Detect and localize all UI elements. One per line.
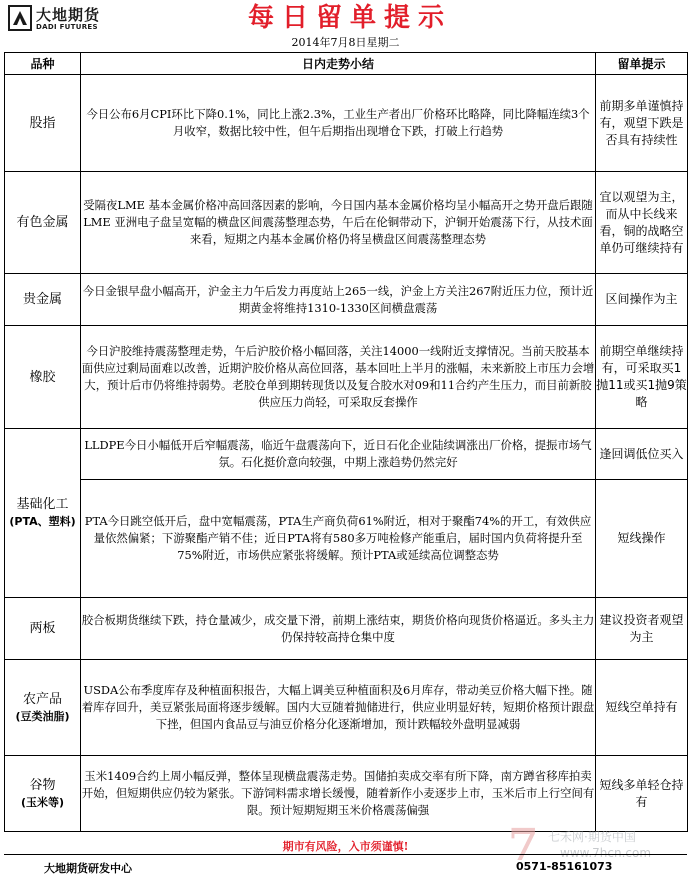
variety-name: 基础化工 [16,497,69,512]
advice-cell: 短线多单轻仓持有 [596,756,688,832]
col-header-summary: 日内走势小结 [81,53,596,75]
table-header-row [5,53,688,75]
summary-cell: LLDPE今日小幅低开后窄幅震荡，临近午盘震荡向下，近日石化企业陆续调涨出厂价格，提振市场气氛。石化挺价意向较强，中期上涨趋势仍然完好 [81,429,596,480]
advice-cell: 短线空单持有 [596,660,688,756]
logo-cn-text: 大地期货 [36,6,101,24]
variety-name: 股指 [29,115,56,131]
summary-cell: 玉米1409合约上周小幅反弹，整体呈现横盘震荡走势。国储拍卖成交率有所下降，南方蹲省移库拍卖开始，但短期供应仍较为紧张。下游饲料需求增长缓慢，随着新作小麦逐步上市，玉米后市上行空间有限。预计短期短期玉米价格震荡偏强 [81,756,596,832]
table-row [5,660,688,756]
watermark-url: www.7hcn.com [560,846,652,860]
summary-cell: 今日公布6月CPI环比下降0.1%，同比上涨2.3%，工业生产者出厂价格环比略降，同比降幅连续3个月收窄，数据比较中性，但午后期指出现增仓下跌，打破上行趋势 [81,75,596,172]
table-row [5,326,688,429]
variety-cell [5,172,81,274]
table-row [5,429,688,480]
summary-cell: USDA公布季度库存及种植面积报告，大幅上调美豆种植面积及6月库存，带动美豆价格大幅下挫。随着库存回升，美豆紧张局面将逐步缓解。国内大豆随着抛储进行，供应业明显好转，短期价格预计跟盘下挫，但国内食品豆与油豆价格分化逐渐增加，预计跌幅较外盘明显减弱 [81,660,596,756]
summary-cell: 今日金银早盘小幅高开，沪金主力午后发力再度站上265一线，沪金上方关注267附近压力位，预计近期黄金将维持1310-1330区间横盘震荡 [81,274,596,326]
variety-name: 两板 [29,621,56,636]
table-row [5,480,688,598]
footer-divider [4,854,687,855]
variety-cell [5,274,81,326]
risk-warning: 期市有风险，入市须谨慎! [282,840,409,853]
variety-name: 贵金属 [22,292,62,307]
footer-phone: 0571-85161073 [516,860,613,873]
advice-table [4,52,688,832]
variety-cell [5,598,81,660]
advice-cell: 建议投资者观望为主 [596,598,688,660]
variety-cell [5,756,81,832]
table-row [5,274,688,326]
col-header-variety: 品种 [5,53,81,75]
summary-cell: 胶合板期货继续下跌，持仓量减少，成交量下滑，前期上涨结束，期货价格向现货价格逼近。多头主力仍保持较高持仓集中度 [81,598,596,660]
report-date: 2014年7月8日星期二 [291,36,400,49]
footer-center-name: 大地期货研发中心 [44,862,132,875]
advice-cell: 短线操作 [596,480,688,598]
variety-cell [5,660,81,756]
summary-cell: 受隔夜LME 基本金属价格冲高回落因素的影响，今日国内基本金属价格均呈小幅高开之势开盘后跟随LME 亚洲电子盘呈宽幅的横盘区间震荡整理态势，午后在伦铜带动下，沪铜开始震荡下行，从技术面来看，短期之内基本金属价格仍将呈横盘区间震荡整理态势 [81,172,596,274]
variety-subname: (玉米等) [20,795,65,809]
variety-cell [5,429,81,598]
variety-name: 谷物 [29,777,56,793]
summary-cell: PTA今日跳空低开后，盘中宽幅震荡，PTA生产商负荷61%附近，相对于聚酯74%的开工，有效供应量依然偏紧；下游聚酯产销不佳；近日PTA将有580多万吨检修产能重启，届时国内负荷将提升至75%附近，市场供应紧张将缓解。预计PTA或延续高位调整态势 [81,480,596,598]
advice-cell: 前期多单谨慎持有，观望下跌是否具有持续性 [596,75,688,172]
watermark-brand: 七禾网·期货中国 [548,830,636,844]
variety-name: 有色金属 [16,215,69,230]
variety-subname: (豆类油脂) [15,709,70,723]
watermark-logo-icon: 7 [508,820,539,871]
col-header-advice: 留单提示 [596,53,688,75]
advice-cell: 逢回调低位买入 [596,429,688,480]
table-row [5,598,688,660]
table-row [5,756,688,832]
header [0,0,691,36]
advice-cell: 前期空单继续持有，可采取买1抛11或买1抛9策略 [596,326,688,429]
table-row [5,172,688,274]
dadi-logo-icon [8,5,32,31]
summary-cell: 今日沪胶维持震荡整理走势，午后沪胶价格小幅回落，关注14000一线附近支撑情况。当前天胶基本面供应过剩局面难以改善，近期沪胶价格从高位回落，基本回吐上半月的涨幅，未来新胶上市压力会增大，预计后市仍将维持弱势。老胶仓单到期转现货以及复合胶水对09和11合约产生压力，而目前新胶供应压力尚轻，可采取反套操作 [81,326,596,429]
variety-cell [5,326,81,429]
logo-en-text: DADI FUTURES [36,23,98,31]
variety-cell [5,75,81,172]
advice-cell: 区间操作为主 [596,274,688,326]
variety-name: 橡胶 [29,369,56,385]
page-title: 每日留单提示 [247,3,452,33]
advice-cell: 宜以观望为主，而从中长线来看，铜的战略空单仍可继续持有 [596,172,688,274]
dadi-logo [8,4,120,34]
variety-subname: (PTA、塑料) [9,515,76,528]
variety-name: 农产品 [22,691,62,707]
table-row [5,75,688,172]
